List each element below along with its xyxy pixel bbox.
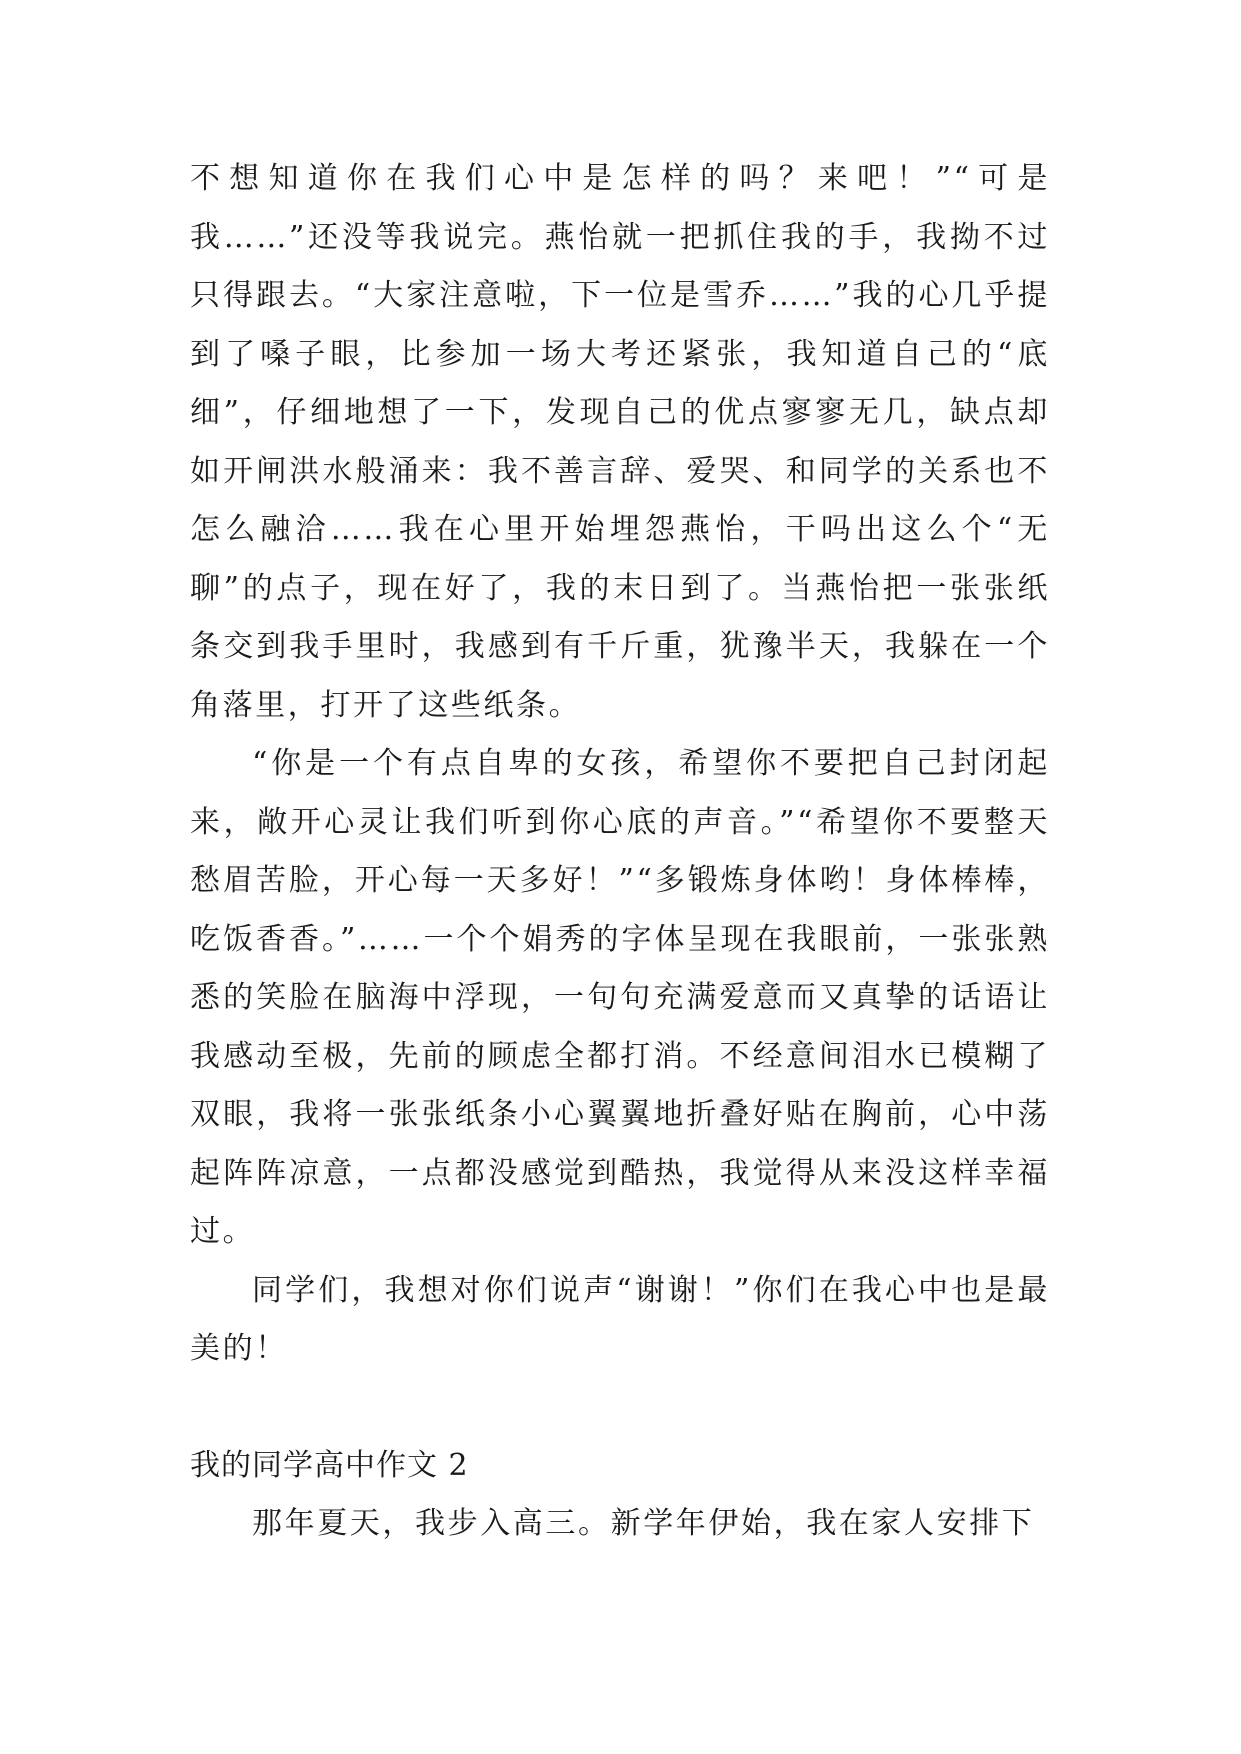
paragraph-continued: 不想知道你在我们心中是怎样的吗？来吧！”“可是我……”还没等我说完。燕怡就一把抓住我的手，我拗不过只得跟去。“大家注意啦，下一位是雪乔……”我的心几乎提到了嗓子眼，比参加一场大考还紧张，我知道自己的“底细”，仔细地想了一下，发现自己的优点寥寥无几，缺点却如开闸洪水般涌来：我不善言辞、爱哭、和同学的关系也不怎么融洽……我在心里开始埋怨燕怡，干吗出这么个“无聊”的点子，现在好了，我的末日到了。当燕怡把一张张纸条交到我手里时，我感到有千斤重，犹豫半天，我躲在一个角落里，打开了这些纸条。 xyxy=(190,161,1050,723)
paragraph-closing: 同学们，我想对你们说声“谢谢！”你们在我心中也是最美的！ xyxy=(190,1272,1050,1366)
document-body xyxy=(190,150,1050,1554)
paragraph-section-start: 那年夏天，我步入高三。新学年伊始，我在家人安排下 xyxy=(252,1506,1035,1541)
paragraph-notes: “你是一个有点自卑的女孩，希望你不要把自己封闭起来，敞开心灵让我们听到你心底的声音。”“希望你不要整天愁眉苦脸，开心每一天多好！”“多锻炼身体哟！身体棒棒，吃饭香香。”……一个个娟秀的字体呈现在我眼前，一张张熟悉的笑脸在脑海中浮现，一句句充满爱意而又真挚的话语让我感动至极，先前的顾虑全都打消。不经意间泪水已模糊了双眼，我将一张张纸条小心翼翼地折叠好贴在胸前，心中荡起阵阵凉意，一点都没感觉到酷热，我觉得从来没这样幸福过。 xyxy=(190,746,1050,1249)
section-title: 我的同学高中作文 2 xyxy=(190,1447,469,1483)
